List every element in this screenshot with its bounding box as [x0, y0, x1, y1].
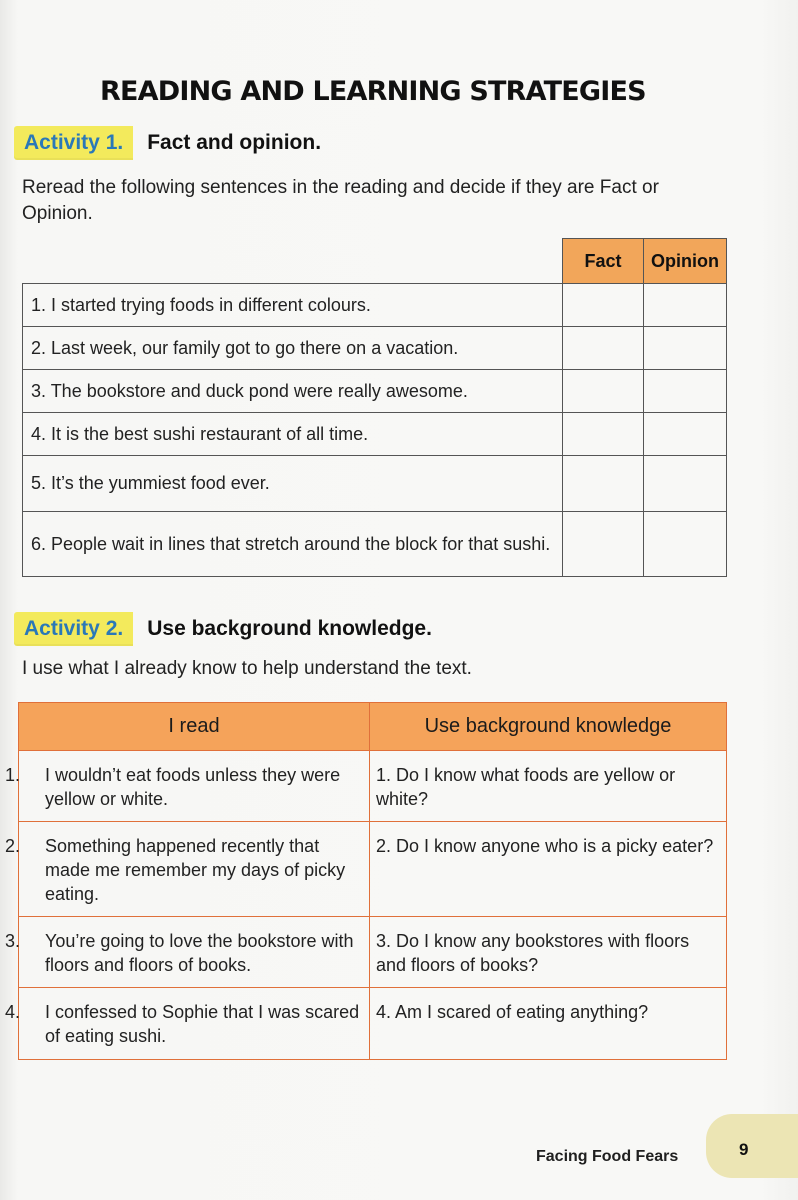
fact-checkbox[interactable] — [563, 456, 644, 512]
knowledge-cell — [370, 822, 727, 917]
sentence-cell: 4. It is the best sushi restaurant of all time. — [23, 413, 563, 456]
row-number: 1. — [376, 765, 392, 785]
fact-checkbox[interactable] — [563, 370, 644, 413]
fact-checkbox[interactable] — [563, 512, 644, 577]
activity-1-tag: Activity 1. — [14, 126, 133, 160]
activity-1-instructions: Reread the following sentences in the reading and decide if they are Fact or Opinion. — [22, 177, 659, 224]
table-row — [19, 988, 727, 1060]
i-read-cell — [5, 822, 370, 917]
knowledge-cell — [370, 751, 727, 822]
table-row — [23, 327, 727, 370]
fact-opinion-table — [22, 238, 727, 577]
opinion-checkbox[interactable] — [644, 284, 727, 327]
knowledge-text: Do I know anyone who is a picky eater? — [396, 836, 714, 856]
i-read-text: Something happened recently that made me remember my days of picky eating. — [45, 836, 346, 904]
i-read-cell — [5, 988, 370, 1060]
activity-2-tag: Activity 2. — [14, 612, 133, 646]
opinion-checkbox[interactable] — [644, 512, 727, 577]
opinion-checkbox[interactable] — [644, 456, 727, 512]
table-row — [19, 751, 727, 822]
table-row — [23, 370, 727, 413]
page-title: READING AND LEARNING STRATEGIES — [100, 76, 646, 107]
background-knowledge-table — [5, 702, 727, 1060]
column-header-fact: Fact — [563, 239, 644, 284]
column-header-opinion: Opinion — [644, 239, 727, 284]
i-read-text: I confessed to Sophie that I was scared of eating sushi. — [45, 1002, 360, 1046]
knowledge-cell — [370, 917, 727, 988]
table-row — [19, 822, 727, 917]
sentence-cell: 2. Last week, our family got to go there on a vacation. — [23, 327, 563, 370]
column-header-i-read: I read — [19, 703, 370, 751]
row-number: 1. — [5, 765, 21, 785]
table-row — [23, 456, 727, 512]
i-read-text: You’re going to love the bookstore with floors and floors of books. — [45, 931, 354, 975]
opinion-checkbox[interactable] — [644, 413, 727, 456]
page-number: 9 — [739, 1140, 749, 1159]
row-number: 3. — [376, 931, 392, 951]
sentence-cell: 1. I started trying foods in different colours. — [23, 284, 563, 327]
sentence-cell: 5. It’s the yummiest food ever. — [23, 456, 563, 512]
activity-2-title: Use background knowledge. — [147, 617, 432, 640]
sentence-cell: 3. The bookstore and duck pond were really awesome. — [23, 370, 563, 413]
sentence-cell: 6. People wait in lines that stretch around the block for that sushi. — [23, 512, 563, 577]
row-number: 2. — [5, 836, 21, 856]
table-row — [23, 512, 727, 577]
activity-1-header — [14, 126, 321, 160]
row-number: 4. — [5, 1002, 21, 1022]
i-read-cell — [5, 751, 370, 822]
i-read-text: I wouldn’t eat foods unless they were yellow or white. — [45, 765, 341, 809]
table-row — [19, 917, 727, 988]
i-read-cell — [5, 917, 370, 988]
fact-checkbox[interactable] — [563, 413, 644, 456]
table-row — [23, 413, 727, 456]
knowledge-text: Am I scared of eating anything? — [395, 1002, 649, 1022]
book-title: Facing Food Fears — [536, 1148, 679, 1165]
fact-checkbox[interactable] — [563, 327, 644, 370]
knowledge-text: Do I know what foods are yellow or white? — [376, 765, 676, 809]
row-number: 4. — [376, 1002, 392, 1022]
fact-checkbox[interactable] — [563, 284, 644, 327]
row-number: 2. — [376, 836, 392, 856]
table-row — [23, 284, 727, 327]
opinion-checkbox[interactable] — [644, 370, 727, 413]
table-corner — [23, 239, 563, 284]
column-header-background-knowledge: Use background knowledge — [370, 703, 727, 751]
activity-1-title: Fact and opinion. — [147, 131, 322, 154]
activity-2-instructions: I use what I already know to help understand the text. — [22, 658, 472, 679]
row-number: 3. — [5, 931, 21, 951]
knowledge-text: Do I know any bookstores with floors and floors of books? — [376, 931, 690, 975]
opinion-checkbox[interactable] — [644, 327, 727, 370]
page-number-tab — [706, 1114, 798, 1178]
activity-2-header — [14, 612, 432, 646]
knowledge-cell — [370, 988, 727, 1060]
